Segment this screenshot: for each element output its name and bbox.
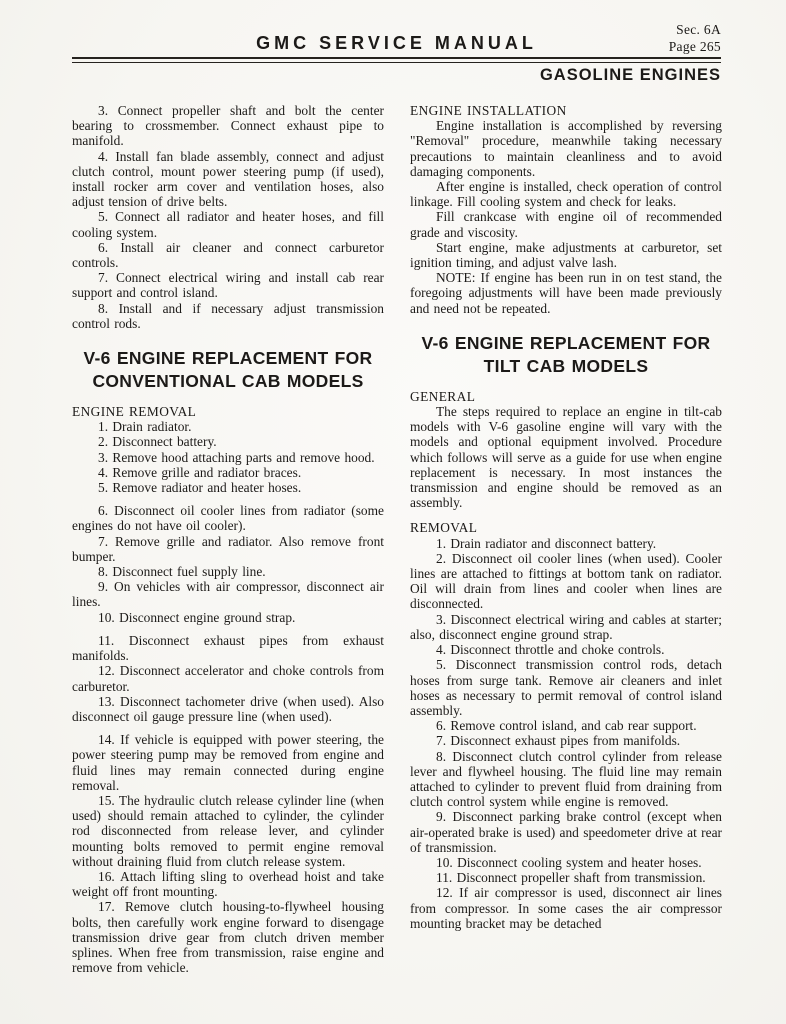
page-ref: Page 265 [668,38,721,54]
paragraph: 8. Disconnect clutch control cylinder from release lever and flywheel housing. The fluid line may remain attached to cylinder to prevent fluid from draining from clutch control system while engine is removed. [410,748,722,810]
paragraph: 3. Connect propeller shaft and bolt the center bearing to crossmember. Connect exhaust pipe to manifold. [72,103,384,149]
paragraph: The steps required to replace an engine in tilt-cab models with V-6 gasoline engine will vary with the models and optional equipment involved. Procedure which follows will serve as a guide for use when engine replacement is necessary. In most instances the transmission and engine should be removed as an assembly. [410,404,722,511]
section-heading-line2: TILT CAB MODELS [483,355,649,376]
paragraph: 11. Disconnect exhaust pipes from exhaust manifolds. [72,632,384,664]
paragraph: 9. On vehicles with air compressor, disconnect air lines. [72,579,384,610]
paragraph: 1. Drain radiator and disconnect battery. [436,535,657,551]
two-column-body [72,103,722,975]
paragraph: 6. Install air cleaner and connect carburetor controls. [72,239,384,271]
paragraph: 4. Disconnect throttle and choke controls. [436,642,665,658]
subheading-removal: REMOVAL [410,520,478,536]
subheading-engine-installation: ENGINE INSTALLATION [410,103,567,118]
section-ref: Sec. 6A [676,22,721,37]
paragraph: 4. Remove grille and radiator braces. [98,464,302,480]
page-header [72,0,721,88]
manual-title: GMC SERVICE MANUAL [256,33,537,53]
paragraph: 15. The hydraulic clutch release cylinder line (when used) should remain attached to cylinder, the cylinder rod disconnected from release lever, and cylinder mounting bolts removed to permit engine removal without draining fluid from clutch release system. [72,792,384,869]
paragraph: Start engine, make adjustments at carburetor, set ignition timing, and adjust valve lash. [410,239,722,271]
paragraph: 17. Remove clutch housing-to-flywheel housing bolts, then carefully work engine forward to disengage transmission drive gear from clutch driven member splines. When free from transmission, raise engine and remove from vehicle. [72,899,384,976]
subheading-engine-removal: ENGINE REMOVAL [72,404,197,420]
paragraph: 5. Disconnect transmission control rods, detach hoses from surge tank. Remove air cleaners and inlet hoses as necessary to permit removal of control island assembly. [410,657,722,718]
paragraph: 6. Disconnect oil cooler lines from radiator (some engines do not have oil cooler). [72,503,384,534]
chapter-title: GASOLINE ENGINES [539,66,721,84]
paragraph: 1. Drain radiator. [98,419,192,435]
paragraph: 3. Remove hood attaching parts and remove hood. [98,449,375,465]
left-column [72,103,384,975]
paragraph: 10. Disconnect cooling system and heater hoses. [436,854,702,870]
paragraph: NOTE: If engine has been run in on test stand, the foregoing adjustments will have been made previously and need not be repeated. [410,270,722,316]
paragraph: 7. Disconnect exhaust pipes from manifolds. [436,733,681,749]
paragraph: 6. Remove control island, and cab rear support. [436,718,697,734]
paragraph: 7. Remove grille and radiator. Also remove front bumper. [72,533,384,564]
paragraph: 2. Disconnect oil cooler lines (when used). Cooler lines are attached to fittings at bottom tank on radiator. Oil will drain from lines and cooler when lines are disconnected. [410,550,722,612]
section-heading-line1: V-6 ENGINE REPLACEMENT FOR [421,332,711,353]
paragraph: 7. Connect electrical wiring and install cab rear support and control island. [72,270,384,301]
section-heading-line1: V-6 ENGINE REPLACEMENT FOR [83,348,373,369]
paragraph: 2. Disconnect battery. [98,434,217,450]
section-heading-line2: CONVENTIONAL CAB MODELS [92,371,364,392]
header-divider-rule [72,57,721,63]
paragraph: 9. Disconnect parking brake control (except when air-operated brake is used) and speedometer drive at rear of transmission. [410,809,722,855]
section-heading-tilt-cab [410,332,722,378]
paragraph: 12. If air compressor is used, disconnect air lines from compressor. In some cases the air compressor mounting bracket may be detached [410,885,722,931]
section-heading-conventional-cab [72,347,384,393]
paragraph: 3. Disconnect electrical wiring and cables at starter; also, disconnect engine ground strap. [410,611,722,642]
paragraph: 11. Disconnect propeller shaft from transmission. [436,870,706,886]
paragraph: Fill crankcase with engine oil of recommended grade and viscosity. [410,209,722,240]
paragraph: 5. Connect all radiator and heater hoses, and fill cooling system. [72,209,384,240]
paragraph: 5. Remove radiator and heater hoses. [98,480,302,496]
paragraph: 16. Attach lifting sling to overhead hoist and take weight off front mounting. [72,868,384,900]
paragraph: 8. Install and if necessary adjust transmission control rods. [72,300,384,331]
paragraph: After engine is installed, check operation of control linkage. Fill cooling system and check for leaks. [410,179,722,210]
paragraph: 10. Disconnect engine ground strap. [98,609,296,625]
paragraph: Engine installation is accomplished by reversing "Removal" procedure, meanwhile taking necessary precautions to maintain cleanliness and to avoid damaging components. [410,118,722,179]
paragraph: 13. Disconnect tachometer drive (when used). Also disconnect oil gauge pressure line (when used). [72,693,384,724]
paragraph: 14. If vehicle is equipped with power steering, the power steering pump may be removed from engine and fluid lines may remain connected during engine removal. [72,732,384,793]
paragraph: 12. Disconnect accelerator and choke controls from carburetor. [72,663,384,694]
right-column [410,103,722,975]
paragraph: 4. Install fan blade assembly, connect and adjust clutch control, mount power steering pump (if used), install rocker arm cover and ventilation hoses, also adjust tension of drive belts. [72,148,384,210]
paragraph: 8. Disconnect fuel supply line. [98,564,266,580]
subheading-general: GENERAL [410,388,476,404]
